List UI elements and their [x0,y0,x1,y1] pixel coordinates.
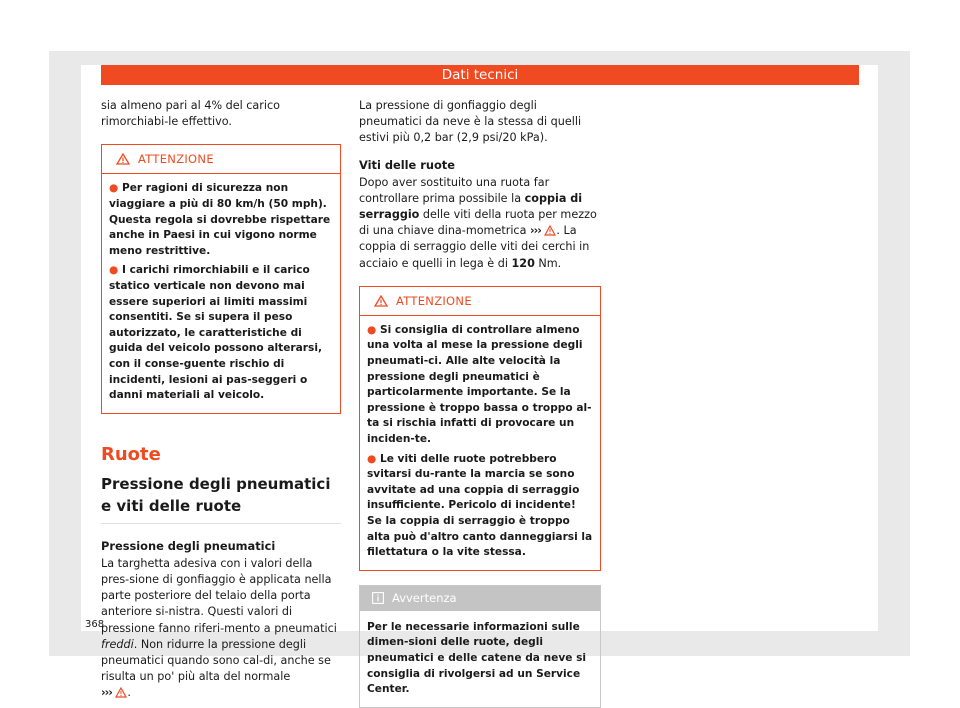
warning-body-2 [360,316,600,570]
warning-header-1 [102,145,340,174]
note-header [360,586,600,611]
warning-item [109,263,333,403]
cross-reference-link[interactable]: ››› [530,224,541,238]
warning-title-1: ATTENZIONE [138,152,214,167]
bullet-icon: ● [109,182,122,195]
wheel-bolts-heading: Viti delle ruote [359,157,455,172]
subsection-title: Pressione degli pneumatici e viti delle ruote [101,473,341,524]
wheel-bolts-text: Dopo aver sostituito una ruota far controllare prima possibile la coppia di serraggio delle viti della ruota per mezzo di una chiave dina-mometrica ››› . La coppia di serraggio delle viti dei cerchi in acciaio e quelli in lega è di 120 Nm. [359,175,597,270]
snow-tire-text: La pressione di gonfiaggio degli pneumatici da neve è la stessa di quelli estivi più 0,2 bar (2,9 psi/20 kPa). [359,99,582,145]
note-title: Avvertenza [392,591,457,606]
warning-header-2 [360,287,600,316]
warning-item-text: Le viti delle ruote potrebbero svitarsi du-rante la marcia se sono avvitate ad una coppia di serraggio insufficiente. Pericolo di incidente! Se la coppia di serraggio è troppo alta può d'altro canto danneggiarsi la filettatura o la vite stessa. [367,452,593,559]
right-column [359,98,601,708]
bullet-icon: ● [109,264,122,277]
note-text: Per le necessarie informazioni sulle dimen-sioni delle ruote, degli pneumatici e delle catene da neve si consiglia di rivolgersi ad un Service Center. [367,620,587,696]
pressure-heading: Pressione degli pneumatici [101,538,276,553]
bullet-icon: ● [367,323,380,336]
warning-item-text: Per ragioni di sicurezza non viaggiare a più di 80 km/h (50 mph). Questa regola si dovrebbe rispettare anche in Paesi in cui vigono norme meno restrittive. [109,182,331,257]
warning-item [109,181,333,259]
header-title: Dati tecnici [441,67,519,83]
warning-item [367,452,593,561]
warning-title-2: ATTENZIONE [396,293,472,308]
page-number: 368 [85,619,105,630]
left-column [101,98,341,702]
warning-item [367,323,593,448]
warning-item-text: Si consiglia di controllare almeno una volta al mese la pressione degli pneumati-ci. Alle alte velocità la pressione degli pneumatici è particolarmente importante. Se la pressione è troppo bassa o troppo al-ta si rischia infatti di provocare un inciden-te. [367,323,592,445]
warning-triangle-icon [115,687,127,698]
bullet-icon: ● [367,452,380,465]
warning-box-2 [359,286,601,571]
note-box [359,585,601,708]
pressure-text: La targhetta adesiva con i valori della pres-sione di gonfiaggio è applicata nella parte posteriore del telaio della porta anteriore si-nistra. Questi valori di pressione fanno riferi-mento a pneumatici freddi. Non ridurre la pressione degli pneumatici quando sono cal-di, anche se risulta un po' più alta del normale ››› . [101,556,337,700]
note-body [360,611,600,707]
intro-text: sia almeno pari al 4% del carico rimorchiabi-le effettivo. [101,99,280,129]
warning-box-1 [101,144,341,413]
warning-triangle-icon [116,153,130,165]
warning-triangle-icon [374,295,388,307]
section-title: Ruote [101,443,161,465]
warning-item-text: I carichi rimorchiabili e il carico statico verticale non devono mai essere superiori ai limiti massimi consentiti. Se si supera il peso autorizzato, le caratteristiche di guida del veicolo possono alterarsi, con il conse-guente rischio di incidenti, lesioni ai pas-seggeri o danni materiali al veicolo. [109,264,322,402]
warning-body-1 [102,174,340,412]
header-bar [101,65,859,85]
cross-reference-link[interactable]: ››› [101,686,112,700]
info-icon [372,592,384,604]
warning-triangle-icon [544,225,556,236]
